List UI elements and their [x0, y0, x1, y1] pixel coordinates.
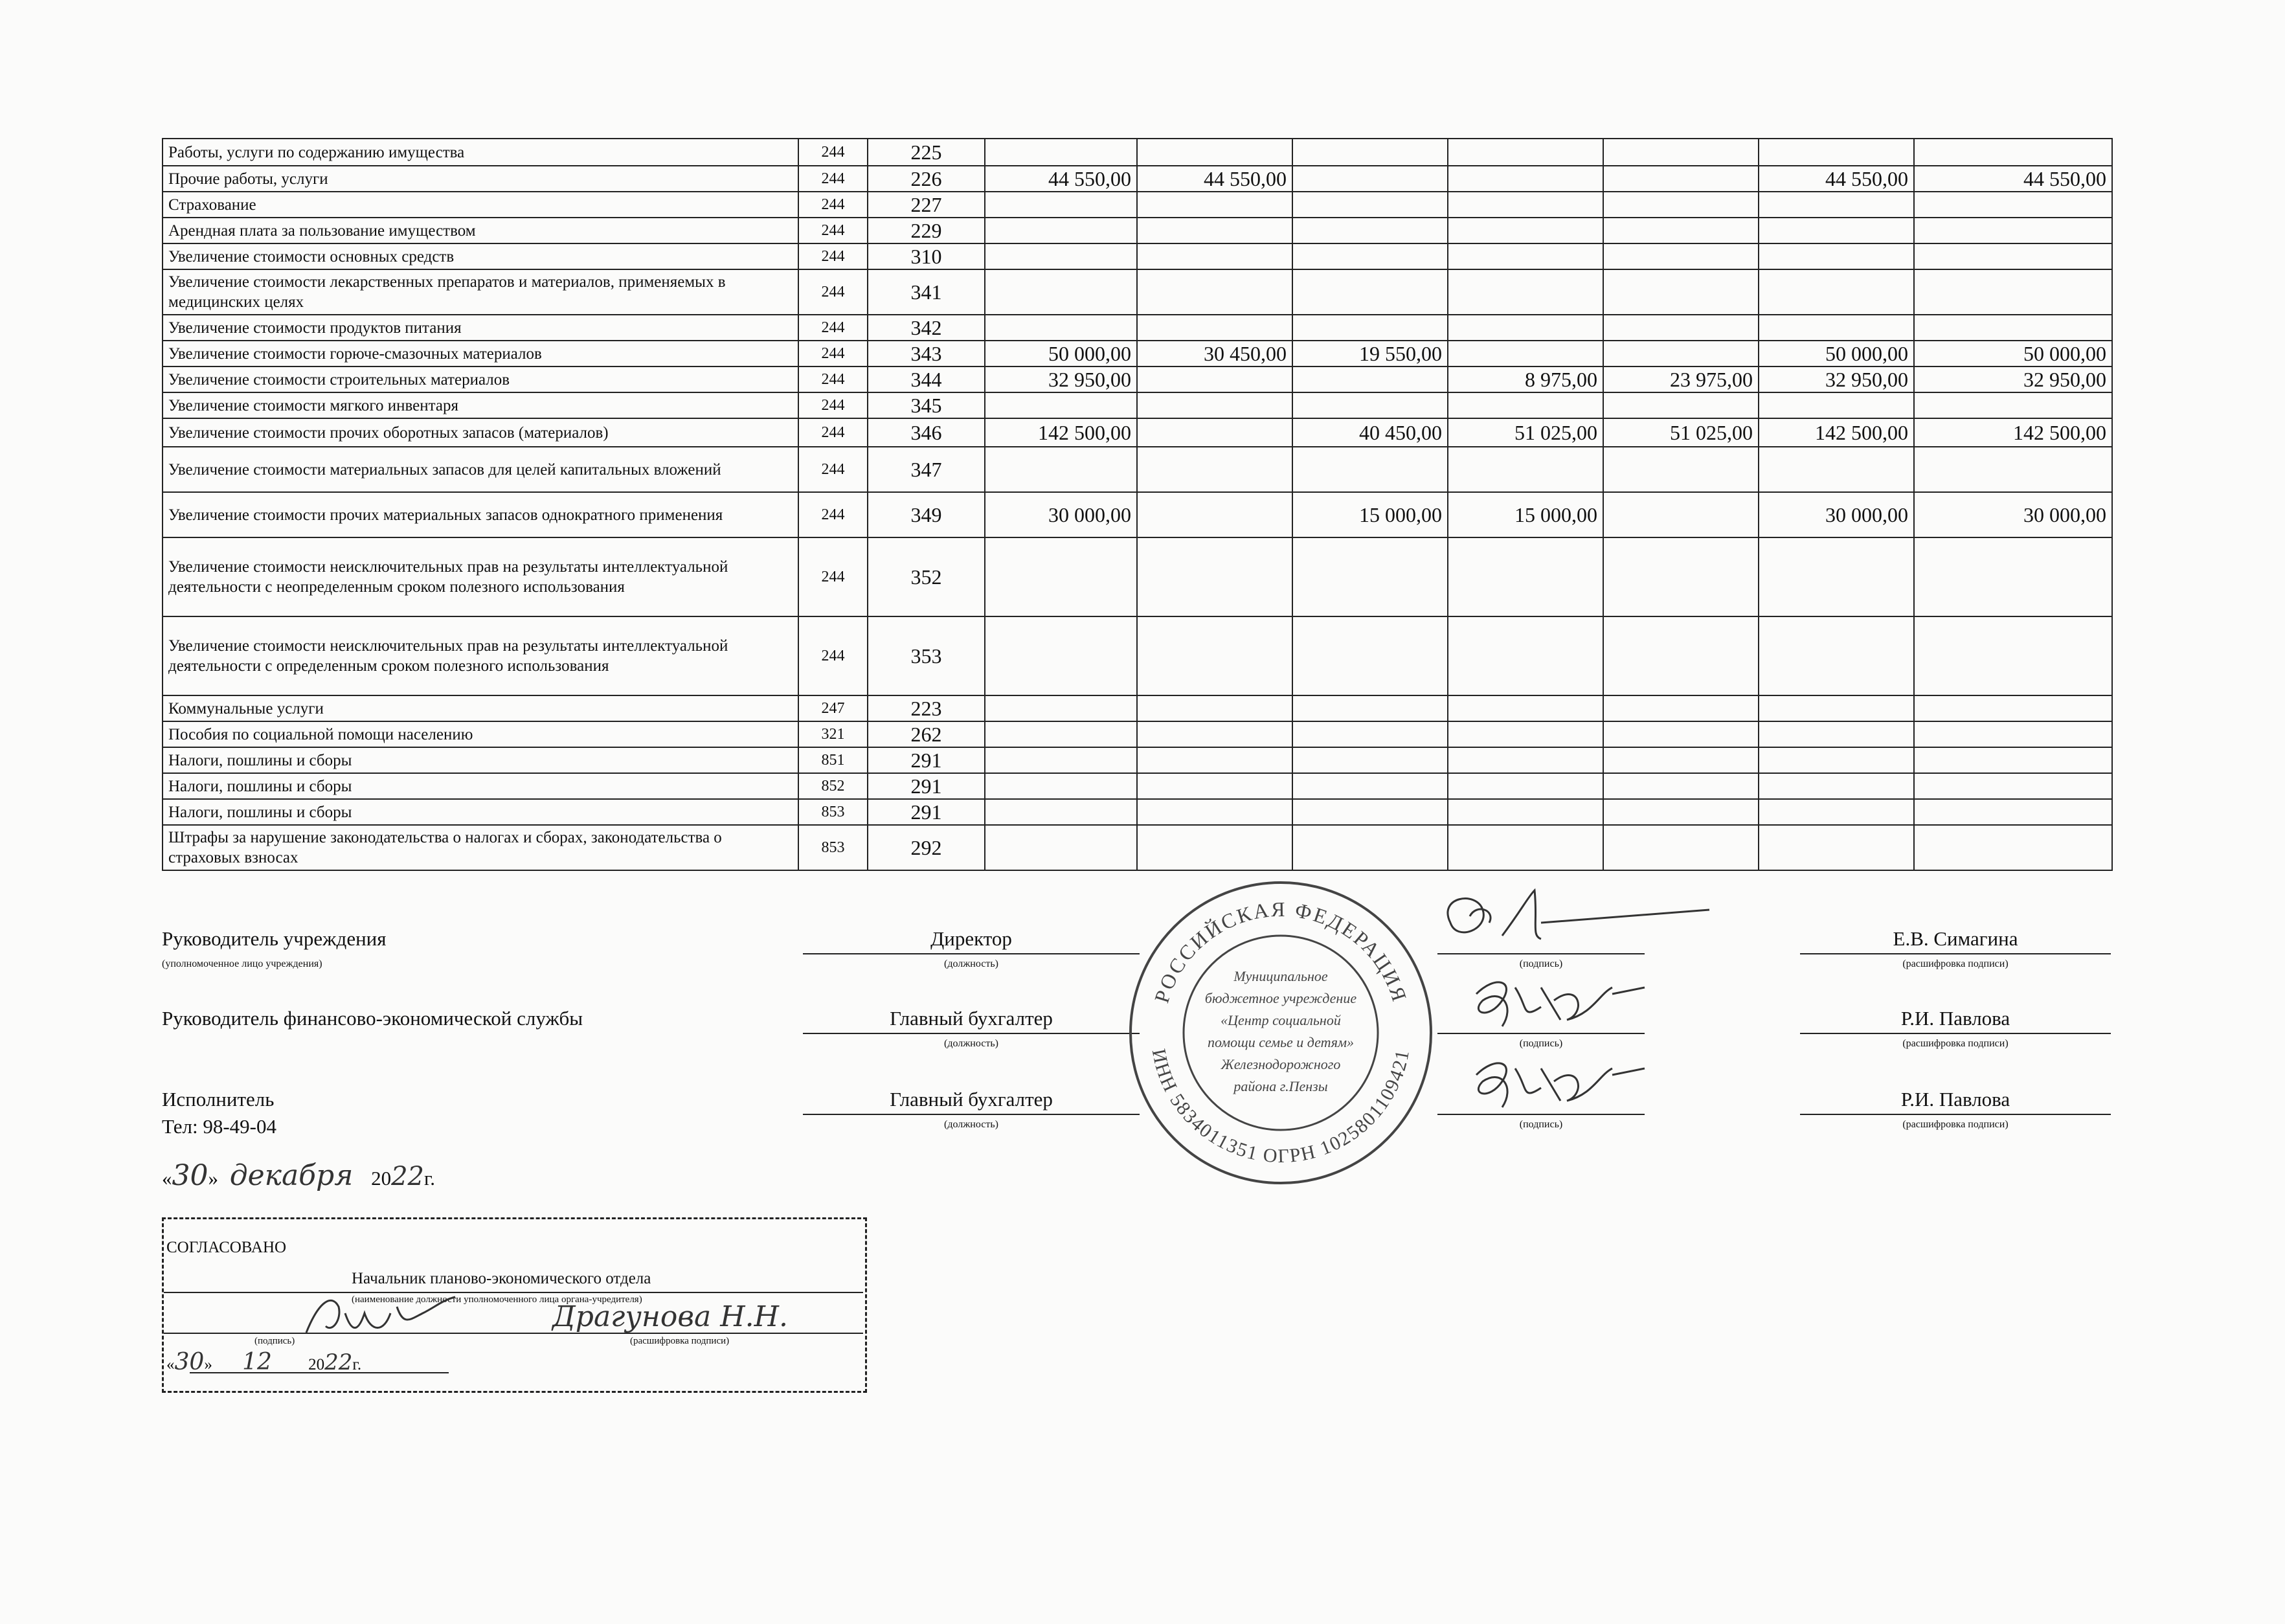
row-col-5: [1603, 166, 1759, 192]
table-row: [163, 537, 2112, 616]
head-name-caption: (расшифровка подписи): [1902, 958, 2009, 969]
round-seal-stamp: [1125, 877, 1436, 1188]
row-col-6: [1759, 695, 1914, 721]
finance-name-line: [1800, 1033, 2111, 1034]
row-col-4: [1448, 243, 1603, 269]
row-kvr: 244: [798, 269, 868, 315]
agreed-date-line: [190, 1372, 449, 1373]
agreed-title: СОГЛАСОВАНО: [166, 1239, 287, 1256]
row-name: Увеличение стоимости прочих оборотных запасов (материалов): [163, 418, 798, 447]
row-col-7: [1914, 218, 2112, 243]
table-row: [163, 269, 2112, 315]
row-col-3: [1292, 447, 1448, 492]
row-kosgu: 342: [868, 315, 985, 341]
executor-position-caption: (должность): [944, 1119, 998, 1130]
row-kosgu: 343: [868, 341, 985, 367]
row-kvr: 244: [798, 392, 868, 418]
row-col-5: [1603, 392, 1759, 418]
document-date: «30» декабря 2022г.: [162, 1159, 435, 1192]
row-col-1: [985, 773, 1137, 799]
head-position-caption: (должность): [944, 958, 998, 969]
row-kvr: 244: [798, 492, 868, 537]
row-col-4: [1448, 695, 1603, 721]
row-col-5: [1603, 269, 1759, 315]
row-col-6: [1759, 192, 1914, 218]
row-col-2: [1137, 139, 1292, 166]
row-col-6: 32 950,00: [1759, 367, 1914, 392]
row-col-7: [1914, 243, 2112, 269]
row-col-5: [1603, 747, 1759, 773]
row-kosgu: 341: [868, 269, 985, 315]
row-col-4: [1448, 192, 1603, 218]
row-col-2: [1137, 825, 1292, 870]
row-col-4: [1448, 392, 1603, 418]
head-position-line: [803, 953, 1140, 954]
row-kosgu: 226: [868, 166, 985, 192]
budget-table: [162, 138, 2113, 871]
row-col-3: [1292, 139, 1448, 166]
row-col-5: [1603, 616, 1759, 695]
row-col-1: 44 550,00: [985, 166, 1137, 192]
row-name: Работы, услуги по содержанию имущества: [163, 139, 798, 166]
row-col-7: [1914, 616, 2112, 695]
executor-name-caption: (расшифровка подписи): [1902, 1119, 2009, 1130]
table-body: [163, 139, 2112, 870]
table-row: [163, 773, 2112, 799]
row-col-5: [1603, 537, 1759, 616]
row-name: Увеличение стоимости продуктов питания: [163, 315, 798, 341]
row-col-2: [1137, 447, 1292, 492]
row-col-2: [1137, 492, 1292, 537]
row-col-4: [1448, 616, 1603, 695]
row-col-1: 30 000,00: [985, 492, 1137, 537]
table-row: [163, 747, 2112, 773]
row-col-3: [1292, 166, 1448, 192]
row-col-3: [1292, 269, 1448, 315]
row-col-7: 30 000,00: [1914, 492, 2112, 537]
row-col-1: [985, 721, 1137, 747]
row-col-5: [1603, 721, 1759, 747]
row-kvr: 244: [798, 315, 868, 341]
table-row: [163, 166, 2112, 192]
row-col-7: 50 000,00: [1914, 341, 2112, 367]
row-col-2: [1137, 192, 1292, 218]
row-name: Налоги, пошлины и сборы: [163, 799, 798, 825]
row-col-5: [1603, 341, 1759, 367]
row-kvr: 244: [798, 537, 868, 616]
executor-signature-caption: (подпись): [1519, 1119, 1563, 1130]
row-col-2: 44 550,00: [1137, 166, 1292, 192]
finance-handwritten-signature: [1457, 968, 1651, 1039]
executor-position: Главный бухгалтер: [890, 1088, 1053, 1111]
finance-name-caption: (расшифровка подписи): [1902, 1038, 2009, 1049]
agreed-date: «30» 12 2022г.: [166, 1349, 362, 1375]
row-kosgu: 349: [868, 492, 985, 537]
row-kvr: 244: [798, 218, 868, 243]
row-col-1: [985, 747, 1137, 773]
row-col-4: 51 025,00: [1448, 418, 1603, 447]
row-col-5: [1603, 192, 1759, 218]
row-name: Увеличение стоимости мягкого инвентаря: [163, 392, 798, 418]
head-name: Е.В. Симагина: [1893, 927, 2018, 950]
row-col-1: [985, 243, 1137, 269]
row-col-1: [985, 269, 1137, 315]
row-col-2: [1137, 616, 1292, 695]
row-col-3: [1292, 721, 1448, 747]
row-col-6: [1759, 537, 1914, 616]
row-col-3: [1292, 747, 1448, 773]
row-col-1: [985, 616, 1137, 695]
row-col-2: [1137, 773, 1292, 799]
row-col-4: [1448, 139, 1603, 166]
row-col-3: [1292, 537, 1448, 616]
row-kvr: 244: [798, 243, 868, 269]
finance-role: Руководитель финансово-экономической службы: [162, 1007, 583, 1030]
row-col-5: [1603, 447, 1759, 492]
agreed-position: Начальник планово-экономического отдела: [352, 1270, 651, 1287]
row-name: Прочие работы, услуги: [163, 166, 798, 192]
row-kosgu: 223: [868, 695, 985, 721]
row-kvr: 247: [798, 695, 868, 721]
finance-signature-caption: (подпись): [1519, 1038, 1563, 1049]
row-kosgu: 346: [868, 418, 985, 447]
row-kvr: 853: [798, 799, 868, 825]
row-kosgu: 310: [868, 243, 985, 269]
head-role: Руководитель учреждения: [162, 927, 387, 950]
table-row: [163, 243, 2112, 269]
row-col-1: [985, 218, 1137, 243]
row-col-4: [1448, 747, 1603, 773]
row-col-2: 30 450,00: [1137, 341, 1292, 367]
row-col-7: 44 550,00: [1914, 166, 2112, 192]
table-row: [163, 492, 2112, 537]
row-col-1: [985, 139, 1137, 166]
row-col-2: [1137, 269, 1292, 315]
row-kosgu: 347: [868, 447, 985, 492]
row-kvr: 321: [798, 721, 868, 747]
executor-position-line: [803, 1114, 1140, 1115]
row-col-3: [1292, 218, 1448, 243]
table-row: [163, 139, 2112, 166]
row-col-3: [1292, 695, 1448, 721]
row-col-4: [1448, 447, 1603, 492]
row-col-7: [1914, 269, 2112, 315]
row-name: Страхование: [163, 192, 798, 218]
row-name: Коммунальные услуги: [163, 695, 798, 721]
date-year: 22: [391, 1162, 424, 1191]
head-signature-caption: (подпись): [1519, 958, 1563, 969]
row-name: Увеличение стоимости неисключительных прав на результаты интеллектуальной деятельности с определенным сроком полезного использования: [163, 616, 798, 695]
row-kosgu: 345: [868, 392, 985, 418]
row-name: Увеличение стоимости строительных материалов: [163, 367, 798, 392]
row-name: Увеличение стоимости материальных запасов для целей капитальных вложений: [163, 447, 798, 492]
row-col-7: [1914, 192, 2112, 218]
row-kosgu: 225: [868, 139, 985, 166]
row-col-7: [1914, 747, 2112, 773]
table-row: [163, 447, 2112, 492]
executor-handwritten-signature: [1457, 1049, 1651, 1120]
row-col-3: 19 550,00: [1292, 341, 1448, 367]
row-col-2: [1137, 695, 1292, 721]
executor-name: Р.И. Павлова: [1900, 1088, 2010, 1111]
row-kosgu: 344: [868, 367, 985, 392]
row-col-4: [1448, 799, 1603, 825]
table-row: [163, 392, 2112, 418]
row-col-6: [1759, 218, 1914, 243]
row-kosgu: 291: [868, 799, 985, 825]
row-col-7: [1914, 825, 2112, 870]
row-col-7: [1914, 721, 2112, 747]
row-col-7: [1914, 447, 2112, 492]
row-name: Налоги, пошлины и сборы: [163, 747, 798, 773]
agreed-handwritten-signature: [293, 1287, 462, 1346]
stamp-inner-line: «Центр социальной: [1221, 1012, 1341, 1028]
agreed-day: 30: [174, 1349, 205, 1375]
stamp-outer-bottom: ИНН 5834011351 ОГРН 1025801109421: [1147, 1047, 1414, 1167]
row-col-7: 142 500,00: [1914, 418, 2112, 447]
row-col-6: 30 000,00: [1759, 492, 1914, 537]
table-row: [163, 315, 2112, 341]
row-col-1: [985, 695, 1137, 721]
executor-role: Исполнитель: [162, 1088, 275, 1111]
row-col-2: [1137, 243, 1292, 269]
row-col-6: [1759, 747, 1914, 773]
row-col-3: [1292, 773, 1448, 799]
row-col-2: [1137, 747, 1292, 773]
row-col-5: [1603, 218, 1759, 243]
row-name: Увеличение стоимости лекарственных препаратов и материалов, применяемых в медицинских целях: [163, 269, 798, 315]
row-col-7: [1914, 799, 2112, 825]
date-year-prefix: 20: [371, 1167, 392, 1190]
executor-name-line: [1800, 1114, 2111, 1115]
row-col-3: [1292, 392, 1448, 418]
table-row: [163, 218, 2112, 243]
row-col-1: [985, 799, 1137, 825]
row-col-5: 51 025,00: [1603, 418, 1759, 447]
row-kvr: 851: [798, 747, 868, 773]
head-name-line: [1800, 953, 2111, 954]
row-col-6: [1759, 315, 1914, 341]
stamp-inner-line: района г.Пензы: [1233, 1078, 1328, 1094]
row-col-3: [1292, 243, 1448, 269]
finance-position: Главный бухгалтер: [890, 1007, 1053, 1030]
agreed-signature-caption: (подпись): [254, 1336, 295, 1346]
row-col-6: [1759, 139, 1914, 166]
row-col-6: [1759, 392, 1914, 418]
row-col-1: 50 000,00: [985, 341, 1137, 367]
agreed-year: 22: [324, 1349, 353, 1375]
row-col-4: [1448, 269, 1603, 315]
row-col-1: 32 950,00: [985, 367, 1137, 392]
row-col-2: [1137, 799, 1292, 825]
table-row: [163, 799, 2112, 825]
row-col-3: [1292, 367, 1448, 392]
row-col-1: [985, 192, 1137, 218]
row-kosgu: 262: [868, 721, 985, 747]
table-row: [163, 825, 2112, 870]
row-col-6: 44 550,00: [1759, 166, 1914, 192]
stamp-inner-line: Муниципальное: [1233, 968, 1328, 984]
row-col-1: [985, 315, 1137, 341]
row-col-7: 32 950,00: [1914, 367, 2112, 392]
row-kvr: 852: [798, 773, 868, 799]
row-kvr: 244: [798, 367, 868, 392]
row-name: Увеличение стоимости горюче-смазочных материалов: [163, 341, 798, 367]
row-col-2: [1137, 315, 1292, 341]
row-name: Увеличение стоимости основных средств: [163, 243, 798, 269]
row-col-4: 8 975,00: [1448, 367, 1603, 392]
row-col-4: [1448, 218, 1603, 243]
agreed-suffix: г.: [352, 1356, 362, 1373]
row-col-1: [985, 537, 1137, 616]
row-col-4: [1448, 825, 1603, 870]
row-col-5: [1603, 492, 1759, 537]
row-col-4: [1448, 315, 1603, 341]
row-col-7: [1914, 537, 2112, 616]
row-col-2: [1137, 418, 1292, 447]
row-kvr: 244: [798, 418, 868, 447]
row-col-2: [1137, 392, 1292, 418]
table-row: [163, 192, 2112, 218]
row-kvr: 244: [798, 139, 868, 166]
row-kosgu: 292: [868, 825, 985, 870]
row-kosgu: 229: [868, 218, 985, 243]
row-kvr: 244: [798, 616, 868, 695]
row-kosgu: 353: [868, 616, 985, 695]
head-role-caption: (уполномоченное лицо учреждения): [162, 958, 322, 969]
row-col-5: [1603, 773, 1759, 799]
row-col-2: [1137, 367, 1292, 392]
row-col-7: [1914, 315, 2112, 341]
row-col-3: [1292, 825, 1448, 870]
row-col-1: 142 500,00: [985, 418, 1137, 447]
agreed-month: 12: [242, 1349, 272, 1375]
row-col-4: [1448, 721, 1603, 747]
row-kosgu: 291: [868, 747, 985, 773]
row-col-1: [985, 392, 1137, 418]
row-kvr: 853: [798, 825, 868, 870]
row-col-3: [1292, 192, 1448, 218]
row-col-7: [1914, 139, 2112, 166]
row-col-3: [1292, 799, 1448, 825]
table-row: [163, 721, 2112, 747]
row-col-5: [1603, 139, 1759, 166]
row-col-2: [1137, 537, 1292, 616]
finance-position-line: [803, 1033, 1140, 1034]
table-row: [163, 616, 2112, 695]
row-name: Налоги, пошлины и сборы: [163, 773, 798, 799]
row-col-5: [1603, 243, 1759, 269]
finance-position-caption: (должность): [944, 1038, 998, 1049]
agreed-decoding-caption: (расшифровка подписи): [630, 1336, 730, 1346]
row-col-6: [1759, 616, 1914, 695]
row-col-6: [1759, 825, 1914, 870]
row-name: Увеличение стоимости неисключительных прав на результаты интеллектуальной деятельности с неопределенным сроком полезного использования: [163, 537, 798, 616]
row-col-6: [1759, 447, 1914, 492]
table-row: [163, 695, 2112, 721]
row-name: Арендная плата за пользование имуществом: [163, 218, 798, 243]
row-col-4: 15 000,00: [1448, 492, 1603, 537]
row-col-6: [1759, 269, 1914, 315]
row-col-5: 23 975,00: [1603, 367, 1759, 392]
row-col-4: [1448, 773, 1603, 799]
row-col-6: [1759, 721, 1914, 747]
row-col-5: [1603, 315, 1759, 341]
stamp-inner-line: Железнодорожного: [1221, 1056, 1341, 1072]
row-col-6: 50 000,00: [1759, 341, 1914, 367]
agreed-position-caption: (наименование должности уполномоченного лица органа-учредителя): [352, 1294, 642, 1305]
row-col-6: [1759, 799, 1914, 825]
row-kosgu: 291: [868, 773, 985, 799]
table-row: [163, 418, 2112, 447]
row-col-5: [1603, 825, 1759, 870]
head-handwritten-signature: [1424, 884, 1722, 955]
row-col-5: [1603, 799, 1759, 825]
row-name: Пособия по социальной помощи населению: [163, 721, 798, 747]
row-col-4: [1448, 166, 1603, 192]
date-month: декабря: [229, 1159, 354, 1192]
row-name: Увеличение стоимости прочих материальных запасов однократного применения: [163, 492, 798, 537]
table-row: [163, 341, 2112, 367]
row-name: Штрафы за нарушение законодательства о налогах и сборах, законодательства о страховых взносах: [163, 825, 798, 870]
table-row: [163, 367, 2112, 392]
agreed-decoding: Драгунова Н.Н.: [552, 1300, 788, 1333]
row-col-5: [1603, 695, 1759, 721]
row-col-7: [1914, 695, 2112, 721]
row-col-1: [985, 825, 1137, 870]
finance-name: Р.И. Павлова: [1900, 1007, 2010, 1030]
row-kosgu: 352: [868, 537, 985, 616]
date-suffix: г.: [424, 1167, 435, 1190]
row-kvr: 244: [798, 341, 868, 367]
row-col-6: 142 500,00: [1759, 418, 1914, 447]
row-col-4: [1448, 341, 1603, 367]
row-col-2: [1137, 721, 1292, 747]
row-col-6: [1759, 243, 1914, 269]
row-col-7: [1914, 392, 2112, 418]
row-kvr: 244: [798, 447, 868, 492]
row-col-3: [1292, 315, 1448, 341]
row-col-3: 40 450,00: [1292, 418, 1448, 447]
date-day: 30: [172, 1159, 208, 1192]
executor-phone: Тел: 98-49-04: [162, 1115, 276, 1138]
stamp-outer-top: РОССИЙСКАЯ ФЕДЕРАЦИЯ: [1149, 897, 1412, 1006]
row-kosgu: 227: [868, 192, 985, 218]
row-col-4: [1448, 537, 1603, 616]
head-position: Директор: [930, 927, 1012, 950]
agreed-year-prefix: 20: [308, 1356, 325, 1373]
row-col-3: [1292, 616, 1448, 695]
row-col-7: [1914, 773, 2112, 799]
stamp-inner-line: помощи семье и детям»: [1207, 1034, 1355, 1050]
stamp-inner-line: бюджетное учреждение: [1204, 990, 1357, 1006]
row-kvr: 244: [798, 192, 868, 218]
row-col-1: [985, 447, 1137, 492]
agreed-position-line: [164, 1292, 863, 1293]
agreed-box: [162, 1217, 867, 1393]
row-kvr: 244: [798, 166, 868, 192]
row-col-2: [1137, 218, 1292, 243]
row-col-6: [1759, 773, 1914, 799]
row-col-3: 15 000,00: [1292, 492, 1448, 537]
